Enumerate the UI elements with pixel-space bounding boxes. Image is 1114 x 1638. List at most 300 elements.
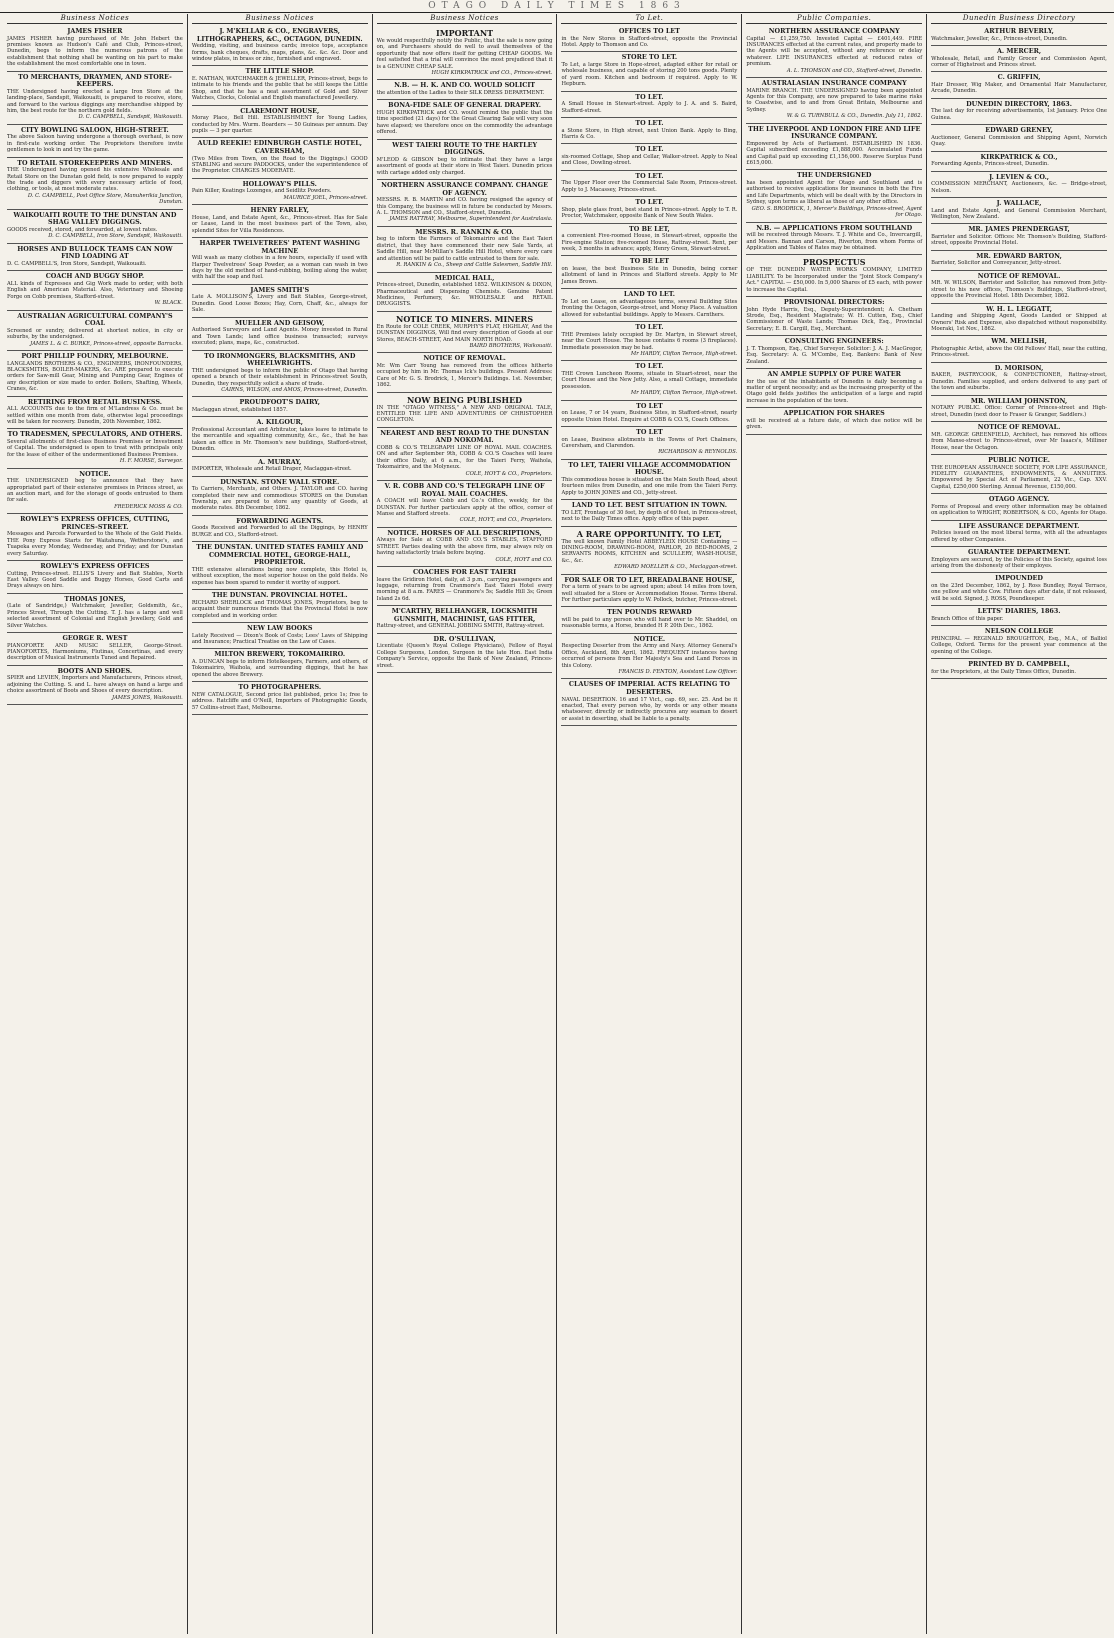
advertisement bbox=[561, 500, 737, 526]
ad-body: D. C. CAMPBELL'S, Iron Store, Sandspit, Waikouaiti. bbox=[7, 260, 147, 267]
ad-body: Employers are secured, by the Policies of this Society, against loss arising from the dishonesty of their employes. bbox=[931, 556, 1107, 569]
advertisement bbox=[7, 244, 183, 272]
advertisement bbox=[7, 514, 183, 561]
advertisement bbox=[192, 649, 368, 682]
ad-body: Princes-street, Dunedin, established 1852. WILKINSON & DIXON, Pharmaceutical and Dispensing Chemists. Genuine Patent Medicines, Perfumery, &c. WHOLESALE and RETAIL DRUGGISTS. bbox=[376, 282, 553, 308]
ad-body: Professional Accountant and Arbitrator, takes leave to intimate to the mercantile and squatting community, &c., &c., that he has taken an office in Mr. Thomson's new buildings, Stafford-street, Dunedin. bbox=[191, 426, 368, 453]
advertisement bbox=[192, 106, 368, 139]
advertisement bbox=[746, 255, 922, 297]
ad-heading: PROUDFOOT'S DAIRY, bbox=[239, 398, 321, 407]
ad-heading: NORTHERN ASSURANCE COMPANY. CHANGE OF AGENCY. bbox=[381, 181, 548, 197]
advertisement bbox=[931, 336, 1107, 362]
advertisement bbox=[377, 227, 553, 273]
ad-body: Moray Place, Bell Hill. ESTABLISHMENT for Young Ladies, conducted by Mrs. Wurm. Boarders — 50 Guineas per annum. Day pupils — 3 per quarter. bbox=[191, 115, 368, 135]
ad-body: on Lease, 7 or 14 years, Business Sites, in Stafford-street, nearly opposite Union Hotel. Enquire at COBB & CO.'S, Coach Offices. bbox=[561, 410, 738, 423]
advertisement bbox=[561, 427, 737, 460]
ad-body: PIANOFORTE AND MUSIC SELLER, George-Street. PIANOFORTES, Harmoniums, Flutinas, Concertinas, and every description of Musical Instruments Tuned and Repaired. bbox=[7, 642, 183, 662]
advertisement bbox=[931, 573, 1107, 606]
ad-body: To Carriers, Merchants, and Others. J. TAYLOR and CO. having completed their new and commodious STORES on the Dunstan Township, are prepared to store any quantity of Goods, at moderate rates. 8th December, 1862. bbox=[191, 486, 368, 512]
ad-heading: BONA-FIDE SALE OF GENERAL DRAPERY. bbox=[388, 101, 541, 110]
ad-heading: THE LIVERPOOL AND LONDON FIRE AND LIFE INSURANCE COMPANY. bbox=[748, 124, 921, 141]
ad-body: Forms of Proposal and every other information may be obtained on application to WRIGHT, ROBERTSON, & CO., Agents for Otago. bbox=[931, 503, 1107, 517]
ad-heading: THE LITTLE SHOP. bbox=[245, 67, 314, 76]
ad-body: Messages and Parcels Forwarded to the Whole of the Gold Fields. THE Pony Express Starts for Waitahuna, Wetherstone's, and Tuapeka every Monday, Wednesday, and Friday; and for Dunstan every Saturday. bbox=[7, 531, 183, 557]
advertisement bbox=[192, 542, 368, 590]
ad-heading: NELSON COLLEGE bbox=[984, 627, 1054, 636]
advertisement bbox=[931, 251, 1107, 271]
advertisement bbox=[561, 171, 737, 197]
ad-heading: ARTHUR BEVERLY, bbox=[984, 27, 1054, 35]
ad-body: A COACH will leave Cobb and Co.'s Office, weekly, for the DUNSTAN. For further particulars apply at the office, corner of Manse and Stafford streets. bbox=[376, 498, 553, 517]
ad-signature: RICHARDSON & REYNOLDS. bbox=[658, 449, 738, 456]
ad-heading: OFFICES TO LET bbox=[618, 27, 680, 35]
ad-signature: FRANCIS D. FENTON, Assistant Law Officer. bbox=[618, 669, 738, 676]
advertisement bbox=[561, 197, 737, 223]
ad-body: NOTARY PUBLIC. Office: Corner of Princes-street and High-street, Dunedin (next door to Fraser & Granger, Saddlers.) bbox=[931, 405, 1107, 418]
ad-heading: A. KILGOUR, bbox=[256, 418, 304, 427]
advertisement bbox=[561, 92, 737, 118]
ad-heading: NOTICE OF REMOVAL. bbox=[977, 423, 1061, 432]
ad-body: THE undersigned begs to inform the public of Otago that having opened a branch of their establishment in Princes-street South, Dunedin, they respectfully solicit a share of trade. bbox=[191, 367, 368, 387]
ad-signature: EDWARD MOELLER & CO., Maclaggan-street. bbox=[614, 564, 738, 571]
news-column bbox=[742, 14, 927, 1634]
ad-signature: JAMES RATTRAY, Melbourne, Superintendent for Australasia. bbox=[389, 216, 553, 223]
ad-body: Barrister and Solicitor. Offices: Mr. Thomson's Building, Stafford-street, opposite Provincial Hotel. bbox=[931, 234, 1107, 247]
ad-heading: HORSES AND BULLOCK TEAMS CAN NOW FIND LOADING AT bbox=[17, 244, 173, 261]
ad-body: To Let, a large Store in Hope-street, adapted either for retail or wholesale business, and capable of storing 200 tons goods. Plenty of yard room. Kitchen and bedroom if required. Apply to W. Hepburn. bbox=[561, 62, 738, 88]
ad-body: Pain Killer, Keatings Lozenges, and Seidlitz Powders. bbox=[191, 188, 332, 195]
ad-heading: LAND TO LET. bbox=[623, 290, 675, 299]
advertisement bbox=[931, 271, 1107, 304]
ad-heading: PORT PHILLIP FOUNDRY, MELBOURNE. bbox=[21, 351, 169, 360]
ad-body: Land and Estate Agent, and General Commission Merchant, Wellington, New Zealand. bbox=[931, 207, 1107, 221]
advertisement bbox=[7, 210, 183, 244]
ad-heading: GEORGE R. WEST bbox=[62, 634, 128, 643]
ad-heading: BOOTS AND SHOES. bbox=[57, 666, 133, 675]
advertisement bbox=[192, 26, 368, 66]
ad-body: Capital — £1,259,750. Invested Capital — £401,449. FIRE INSURANCES effected at the current rates, and property made to the Agents will be accepted, without any reference or delay whatever. LIFE INSURANCES effected at reduced rates of premium. bbox=[746, 35, 923, 68]
ad-body: THE UNDERSIGNED beg to announce that they have appropriated part of their extensive premises in Princes street, as an auction mart, and for the storage of goods entrusted to them for sale. bbox=[7, 478, 183, 504]
ad-heading: FORWARDING AGENTS. bbox=[236, 516, 324, 525]
ad-body: To Let on Lease, on advantageous terms, several Building Sites fronting the Octagon, George-street, and Moray Place. A valuation allowed for substantial buildings. Apply to Messrs. Carnthers. bbox=[561, 298, 738, 318]
ad-signature: COLE, HOYT & CO., Proprietors. bbox=[465, 470, 553, 477]
ad-signature: D. C. CAMPBELL, Post Office Store, Manuherikia Junction, Dunstan. bbox=[27, 192, 183, 206]
advertisement bbox=[931, 521, 1107, 547]
ad-heading: TO LET. bbox=[635, 119, 664, 128]
ad-signature: D. C. CAMPBELL, Sandspit, Waikouaiti. bbox=[78, 114, 183, 121]
ad-heading: NOTICE. HORSES OF ALL DESCRIPTIONS, bbox=[387, 528, 542, 537]
column-header: Dunedin Business Directory bbox=[931, 14, 1107, 24]
advertisement bbox=[7, 469, 183, 515]
advertisement bbox=[561, 144, 737, 170]
ad-heading: APPLICATION FOR SHARES bbox=[783, 409, 885, 418]
ad-heading: WEST TAIERI ROUTE TO THE HARTLEY DIGGINGS. bbox=[392, 140, 538, 157]
ad-signature: JAMES L. & C. BURKE, Princes-street, opposite Barracks. bbox=[30, 340, 183, 347]
advertisement bbox=[561, 401, 737, 427]
advertisement bbox=[561, 361, 737, 400]
ad-body: House, Land, and Estate Agent, &c., Princes-street. Has for Sale or Lease, Land in the most business part of the Town, also, splendid Sites for Villa Residences. bbox=[191, 214, 368, 234]
ad-heading: WM. MELLISH, bbox=[991, 337, 1047, 346]
ad-body: LANGLANDS BROTHERS & CO., ENGINEERS, IRONFOUNDERS, BLACKSMITHS, BOILER-MAKERS, &c. ARE prepared to execute orders for Saw-mill Gear, Mining and Pumping Gear, Engines of any description or size made to order. Boilers, Shafting, Wheels, Cranes, &c. bbox=[7, 360, 183, 393]
ad-heading: N.B. — H. K. AND CO. WOULD SOLICIT bbox=[394, 81, 536, 90]
ad-body: THE extensive alterations being now complete, this Hotel is, without exception, the most superior house on the gold fields. No expense has been spared to render it worthy of support. bbox=[191, 566, 368, 586]
advertisement bbox=[561, 256, 737, 289]
advertisement bbox=[377, 100, 553, 139]
ad-heading: THOMAS JONES, bbox=[64, 594, 126, 603]
ad-heading: NOTICE. bbox=[79, 469, 111, 478]
advertisement bbox=[931, 72, 1107, 98]
ad-signature: H. F. MORSE, Surveyor. bbox=[119, 458, 183, 465]
advertisement bbox=[192, 397, 368, 417]
ad-heading: AUSTRALIAN AGRICULTURAL COMPANY'S COAL bbox=[17, 311, 173, 328]
ad-heading: STORE TO LET. bbox=[621, 53, 678, 62]
ad-heading: PROVISIONAL DIRECTORS: bbox=[783, 297, 885, 306]
ad-body: Policies issued on the most liberal terms, with all the advantages offered by other Companies. bbox=[931, 530, 1107, 543]
advertisement bbox=[931, 659, 1107, 679]
advertisement bbox=[192, 351, 368, 398]
ad-body: a Stone Store, in High street, next Union Bank. Apply to Bing, Harris & Co. bbox=[561, 127, 738, 141]
advertisement bbox=[7, 397, 183, 430]
ad-body: beg to inform the Farmers of Tokomairiro and the East Taieri district, that they have commenced their new Sale Yards, at Saddle Hill, near McMillan's Saddle Hill Hotel, where every care and attention will be paid to cattle entrusted to them for sale. bbox=[376, 236, 553, 262]
ad-heading: CLAUSES OF IMPERIAL ACTS RELATING TO DESERTERS. bbox=[568, 680, 730, 697]
advertisement bbox=[931, 26, 1107, 46]
ad-body: The Upper Floor over the Commercial Sale Room, Princes-street. Apply to J. Macassey, Princes-street. bbox=[561, 180, 738, 193]
news-column bbox=[3, 14, 188, 1634]
ad-heading: J. WALLACE, bbox=[996, 199, 1042, 208]
ad-body: John Hyde Harris, Esq., Deputy-Superintendent; A. Chetham Strode, Esq., Resident Magistrate; W. H. Cutten, Esq., Chief Commissioner of Waste Lands; Thomas Dick, Esq., Provincial Secretary; E. B. Cargill, Esq., Merchant. bbox=[746, 306, 923, 332]
ad-heading: CLAREMONT HOUSE, bbox=[240, 106, 320, 115]
advertisement bbox=[746, 124, 922, 171]
advertisement bbox=[377, 273, 553, 312]
advertisement bbox=[561, 460, 737, 500]
ad-heading: PRINTED BY D. CAMPBELL, bbox=[968, 659, 1070, 668]
ad-body: THE Premises lately occupied by Dr. Martyn, in Stewart street, near the Court House. The house contains 6 rooms (3 fireplaces). Immediate possession may be had. bbox=[561, 331, 738, 351]
ad-heading: TO TRADESMEN, SPECULATORS, AND OTHERS. bbox=[7, 430, 183, 439]
ad-heading: LAND TO LET. BEST SITUATION IN TOWN. bbox=[571, 501, 727, 510]
ad-heading: NEW LAW BOOKS bbox=[247, 623, 313, 632]
ad-signature: HUGH KIRKPATRICK and CO., Princes-street. bbox=[431, 70, 553, 77]
ad-heading: EDWARD GRENEY, bbox=[985, 126, 1053, 135]
ad-body: Hair Dresser, Wig Maker, and Ornamental Hair Manufacturer, Arcade, Dunedin. bbox=[931, 82, 1107, 95]
advertisement bbox=[192, 516, 368, 542]
ad-heading: AN AMPLE SUPPLY OF PURE WATER bbox=[767, 369, 901, 378]
ad-body: Watchmaker, Jeweller, &c., Princes-street, Dunedin. bbox=[931, 35, 1068, 42]
ad-heading: TO PHOTOGRAPHERS. bbox=[238, 683, 322, 692]
advertisement bbox=[7, 561, 183, 594]
ad-body: COBB & CO.'S TELEGRAPH LINE OF ROYAL MAIL COACHES. ON and after September 9th, COBB & CO.'S Coaches will leave their office Daily, at 6 a.m., for the Taieri Ferry, Waihola, Tokomairiro, and the Molyneux. bbox=[376, 444, 553, 471]
advertisement bbox=[7, 594, 183, 633]
ad-heading: NOTICE. bbox=[633, 634, 666, 643]
ad-body: Always for Sale at COBB AND CO.'S STABLES, STAFFORD STREET. Parties dealing with the above firm, may always rely on having satisfactorily trials before buying. bbox=[376, 537, 553, 557]
ad-heading: PROSPECTUS bbox=[802, 257, 866, 268]
ad-body: HUGH KIRKPATRICK and CO. would remind the public that the time specified (21 days) for the Great Clearing Sale will very soon have elapsed; we therefore once on the commodity the advantage offered. bbox=[376, 110, 553, 136]
ad-heading: MEDICAL HALL, bbox=[434, 273, 495, 282]
ad-heading: PUBLIC NOTICE. bbox=[988, 455, 1051, 464]
column-header: Public Companies. bbox=[746, 14, 922, 24]
advertisement bbox=[377, 567, 553, 606]
advertisement bbox=[377, 312, 553, 354]
ad-heading: LIFE ASSURANCE DEPARTMENT. bbox=[958, 521, 1080, 530]
ad-heading: D. MORISON, bbox=[994, 363, 1044, 372]
advertisement bbox=[746, 223, 922, 256]
column-header: To Let. bbox=[561, 14, 737, 24]
advertisement bbox=[192, 66, 368, 105]
ad-body: The well known Family Hotel ABBEYLEIX HOUSE Containing — DINING-ROOM, DRAWING-ROOM, PARLOR, 20 BED-ROOMS, 2 SERVANTS ROOMS, KITCHEN and SCULLERY, WASH-HOUSE, &c., &c. bbox=[561, 538, 738, 564]
advertisement bbox=[931, 152, 1107, 172]
ad-body: Wholesale, Retail, and Family Grocer and Commission Agent, corner of Highstreet and Princes street. bbox=[931, 55, 1107, 68]
ad-heading: NOTICE OF REMOVAL. bbox=[977, 271, 1061, 280]
columns bbox=[3, 14, 1111, 1634]
ad-heading: HENRY FARLEY, bbox=[250, 206, 309, 215]
ad-body: The last day for receiving advertisements, 1st January. Price One Guinea. bbox=[931, 108, 1107, 121]
ad-body: Branch Office of this paper. bbox=[931, 615, 1004, 622]
news-column bbox=[188, 14, 373, 1634]
advertisement bbox=[561, 322, 737, 361]
ad-signature: A. L. THOMSON and CO., Stafford-street, Dunedin. bbox=[786, 67, 923, 74]
ad-body: GOODS received, stored, and forwarded, at lowest rates. bbox=[7, 226, 158, 233]
ad-signature: Mr HARDY, Clifton Terrace, High-street. bbox=[630, 390, 738, 397]
ad-heading: TEN POUNDS REWARD bbox=[607, 608, 692, 617]
advertisement bbox=[931, 125, 1107, 151]
ad-heading: THE DUNSTAN. PROVINCIAL HOTEL. bbox=[211, 591, 348, 600]
advertisement bbox=[7, 633, 183, 666]
ad-heading: FOR SALE OR TO LET, BREADALBANE HOUSE, bbox=[564, 575, 735, 584]
ad-heading: MR. JAMES PRENDERGAST, bbox=[968, 225, 1070, 234]
advertisement bbox=[561, 118, 737, 144]
ad-body: Empowered by Acts of Parliament. ESTABLISHED IN 1836. Capital subscribed exceeding £1,888,000. Accumulated Funds and Capital paid up exceeding £1,156,000. Reserve Surplus Fund £615,000. bbox=[746, 140, 923, 167]
ad-heading: MUELLER AND GEISOW, bbox=[235, 318, 325, 327]
ad-heading: TO IRONMONGERS, BLACKSMITHS, AND WHEELWRIGHTS. bbox=[204, 351, 356, 368]
ad-heading: TO LET bbox=[636, 401, 663, 410]
ad-heading: TO LET. bbox=[635, 92, 664, 101]
ad-body: This commodious house is situated on the Main South Road, about fourteen miles from Dunedin, and one mile from the Taieri Ferry. Apply to JOHN JONES and CO., Jetty-street. bbox=[561, 476, 738, 496]
ad-heading: AUSTRALASIAN INSURANCE COMPANY bbox=[761, 79, 907, 88]
ad-body: ALL kinds of Expresses and Gig Work made to order, with both English and American Material. Also, Veterinary and Shoeing Forge on Cobb premises, Stafford-street. bbox=[7, 280, 183, 300]
ad-body: Several allotments of first-class Business Premises or Investment of Capital. The undersigned is open to treat with principals only for the lease of either of the undermentioned Business Premises. bbox=[7, 438, 183, 458]
ad-body: JAMES FISHER having purchased of Mr. John Hebert the premises known as Hudson's Café and Club, Princes-street, Dunedin, begs to inform the numerous patrons of the establishment that nothing shall be wanting on his part to make the establishment the most comfortable one in town. bbox=[7, 35, 183, 68]
ad-body: Maclaggan street, established 1857. bbox=[191, 406, 288, 413]
advertisement bbox=[561, 52, 737, 91]
ad-body: COMMISSION MERCHANT, Auctioneers, &c. — Bridge-street, Nelson. bbox=[931, 181, 1107, 194]
advertisement bbox=[746, 26, 922, 78]
advertisement bbox=[377, 180, 553, 227]
advertisement bbox=[561, 527, 737, 575]
ad-body: PRINCIPAL — REGINALD BROUGHTON, Esq., M.A., of Balliol College, Oxford. Terms for the present year commence at the opening of the College. bbox=[931, 635, 1107, 655]
ad-body: leave the Gridiron Hotel, daily, at 3 p.m., carrying passengers and luggage, returning from Cranmore's East Taieri Hotel every morning at 8 a.m. FARES — Cranmore's 5s; Saddle Hill 3s; Green Island 2s 6d. bbox=[376, 576, 553, 602]
advertisement bbox=[377, 606, 553, 634]
advertisement bbox=[561, 607, 737, 633]
ad-signature: COLE, HOYT and CO. bbox=[495, 556, 553, 563]
advertisement bbox=[192, 417, 368, 456]
ad-body: Cutting, Princes-street. ELLIS'S Livery and Bait Stables, North East Valley. Good Saddle and Buggy Horses, Good Carts and Drays always on hire. bbox=[7, 570, 183, 590]
advertisement bbox=[561, 26, 737, 52]
advertisement bbox=[377, 140, 553, 180]
column-header: Business Notices bbox=[377, 14, 553, 24]
advertisement bbox=[931, 224, 1107, 250]
ad-heading: OTAGO AGENCY. bbox=[988, 495, 1050, 504]
ad-heading: ROWLEY'S EXPRESS OFFICES, CUTTING, PRINCES-STREET. bbox=[20, 515, 170, 531]
advertisement bbox=[377, 80, 553, 100]
ad-heading: ROWLEY'S EXPRESS OFFICES bbox=[40, 562, 150, 570]
ad-heading: RETIRING FROM RETAIL BUSINESS. bbox=[27, 397, 162, 406]
advertisement bbox=[931, 455, 1107, 494]
advertisement bbox=[931, 422, 1107, 455]
ad-body: Screened or sundry, delivered at shortest notice, in city or suburbs, by the undersigned. bbox=[7, 327, 183, 341]
ad-heading: LETTS' DIARIES, 1863. bbox=[977, 607, 1061, 616]
ad-body: J. T. Thompson, Esq., Chief Surveyor. Solicitor: J. A. J. MacGregor, Esq. Secretary: A. G. M'Combe, Esq. Bankers: Bank of New Zealand. bbox=[746, 345, 923, 365]
advertisement bbox=[931, 304, 1107, 337]
ad-signature: W. & G. TURNBULL & CO., Dunedin. July 11, 1862. bbox=[786, 113, 923, 120]
ad-signature: JAMES JONES, Waikouaiti. bbox=[111, 694, 183, 701]
ad-body: on the 23rd December, 1862, by J. Ross Bundley, Royal Terrace, one yellow and white Cow. Fifteen days after date, if not released, will be sold. Signed, J. ROSS, Poundkeeper. bbox=[931, 582, 1107, 602]
ad-heading: COACHES FOR EAST TAIERI bbox=[413, 568, 517, 577]
ad-body: Respecting Deserter from the Army and Navy. Attorney General's Office, Auckland, 8th April, 1862. FREQUENT instances having occurred of persons from Her Majesty's Sea and Land Forces in this Colony. bbox=[561, 643, 738, 669]
column-header: Business Notices bbox=[192, 14, 368, 24]
ad-heading: TO LET. bbox=[635, 323, 664, 332]
ad-heading: TO BE LET bbox=[629, 257, 669, 266]
advertisement bbox=[377, 428, 553, 481]
ad-heading: DR. O'SULLIVAN, bbox=[433, 634, 496, 643]
advertisement bbox=[931, 46, 1107, 72]
column-header: Business Notices bbox=[7, 14, 183, 24]
ad-heading: GUARANTEE DEPARTMENT. bbox=[967, 547, 1071, 556]
ad-body: has been appointed Agent for Otago and Southland and is authorised to receive applications for insurance in both the Fire and Life Departments, which will be dealt with by the Directors in Sydney, upon terms as liberal as those of any other office. bbox=[746, 180, 923, 206]
ad-heading: AULD REEKIE! EDINBURGH CASTLE HOTEL, CAVERSHAM, bbox=[197, 139, 362, 156]
advertisement bbox=[192, 590, 368, 623]
ad-body: SPIER and LEVIEN, Importers and Manufacturers, Princes street, adjoining the Cutting. S. and L. have always on hand a large and choice assortment of Boots and Shoes of every description. bbox=[7, 675, 183, 695]
ad-body: (Late of Sandridge,) Watchmaker, Jeweller, Goldsmith, &c., Princes Street, Through the Cutting. T. J. has a large and well selected assortment of Colonial and English Jewellery, Gold and Silver Watches. bbox=[7, 603, 183, 629]
advertisement bbox=[192, 318, 368, 351]
ad-signature: Mr HARDY, Clifton Terrace, High-street. bbox=[630, 350, 738, 357]
ad-heading: THE DUNSTAN. UNITED STATES FAMILY AND COMMERCIAL HOTEL, GEORGE-HALL, PROPRIETOR. bbox=[196, 543, 364, 567]
ad-body: For a term of years to be agreed upon; about 14 miles from town, well situated for a Store or Accommodation House. Terms liberal. For further particulars apply to W. Pollock, butcher, Princes-street. bbox=[561, 584, 738, 603]
ad-heading: A. MURRAY, bbox=[258, 457, 302, 466]
ad-heading: NOTICE TO MINERS. MINERS bbox=[396, 313, 534, 324]
advertisement bbox=[746, 369, 922, 408]
ad-heading: DUNEDIN DIRECTORY, 1863. bbox=[966, 99, 1072, 108]
advertisement bbox=[931, 606, 1107, 626]
masthead: OTAGO DAILY TIMES 1863 bbox=[0, 0, 1114, 13]
ad-body: Barrister, Solicitor and Conveyancer, Jetty-street. bbox=[931, 260, 1062, 267]
ad-body: E. NATHAN, WATCHMAKER & JEWELLER, Princes-street, begs to intimate to his friends and the public that he still keeps the Little Shop, and that he has a neat assortment of Gold and Silver Watches, Clocks, Colonial and English manufactured Jewellery. bbox=[191, 76, 368, 102]
ad-body: THE Undersigned having erected a large Iron Store at the landing-place, Sandspit, Waikouaiti, is prepared to receive, store, and forward to the various diggings any merchandise shipped by him, the best route for the northern gold fields. bbox=[7, 88, 183, 115]
advertisement bbox=[561, 634, 737, 680]
advertisement bbox=[931, 626, 1107, 659]
ad-heading: N.B. — APPLICATIONS FROM SOUTHLAND bbox=[756, 223, 913, 232]
ad-heading: J. M'KELLAR & CO., ENGRAVERS, LITHOGRAPHERS, &C., OCTAGON, DUNEDIN. bbox=[196, 27, 363, 43]
advertisement bbox=[192, 138, 368, 178]
ad-body: THE Undersigned having opened his extensive Wholesale and Retail Store on the Dunstan gold field, is now prepared to supply the trade and diggers with every necessary article of food, clothing, or tools, at most moderate rates. bbox=[7, 167, 183, 193]
ad-heading: MILTON BREWERY, TOKOMAIRIRO. bbox=[214, 650, 346, 659]
ad-body: MR. W. WILSON, Barrister and Solicitor, has removed from Jetty-street to his new offices, Thomson's Buildings, Stafford-street, opposite the Provincial Hotel. 18th December, 1862. bbox=[931, 280, 1107, 300]
ad-heading: A. MERCER, bbox=[996, 47, 1042, 55]
advertisement bbox=[931, 172, 1107, 198]
ad-heading: MR. EDWARD BARTON, bbox=[976, 251, 1062, 260]
advertisement bbox=[377, 528, 553, 567]
advertisement bbox=[192, 477, 368, 516]
ad-body: MESSRS. R. B. MARTIN and CO. having resigned the agency of this Company, the business will in future be conducted by Messrs. A. L. THOMSON and CO., Stafford-street, Dunedin. bbox=[376, 197, 553, 217]
ad-body: the attention of the Ladies to their SILK DRESS DEPARTMENT. bbox=[376, 90, 545, 97]
ad-heading: KIRKPATRICK & CO., bbox=[980, 152, 1058, 161]
ad-signature: COLE, HOYT, and CO., Proprietors. bbox=[459, 517, 553, 524]
ad-signature: FREDERICK MOSS & CO. bbox=[114, 503, 183, 510]
ad-body: will be paid to any person who will hand over to Mr. Shaddel, on reasonable terms, a Horse, branded H P. 20th Dec., 1862. bbox=[561, 617, 738, 630]
ad-heading: W. H. L. LEGGATT, bbox=[986, 304, 1052, 313]
ad-heading: TO RETAIL STOREKEEPERS AND MINERS. bbox=[17, 158, 173, 167]
ad-body: Late A. MOLLISON'S, Livery and Bait Stables, George-street, Dunedin. Good Loose Boxes; Hay, Corn, Chaff, &c., always for Sale. bbox=[191, 294, 368, 314]
ad-heading: C. GRIFFIN, bbox=[997, 73, 1041, 82]
ad-body: A. DUNCAN begs to inform Hotelkeepers, Farmers, and others, of Tokomairiro, Waihola, and surrounding diggings, that he has opened the above Brewery. bbox=[191, 658, 368, 678]
ad-body: BAKER, PASTRYCOOK, & CONFECTIONER, Rattray-street, Dunedin. Families supplied, and orders delivered to any part of the town and suburbs. bbox=[931, 372, 1107, 392]
ad-signature: W. BLACK. bbox=[154, 300, 183, 307]
ad-heading: NORTHERN ASSURANCE COMPANY bbox=[768, 27, 900, 35]
advertisement bbox=[561, 575, 737, 608]
news-column bbox=[373, 14, 558, 1634]
ad-heading: HARPER TWELVETREES' PATENT WASHING MACHINE bbox=[199, 239, 361, 255]
advertisement bbox=[7, 72, 183, 125]
ad-signature: CAIRNS, WILSON, and AMOS, Princes-street, Dunedin. bbox=[221, 386, 368, 393]
ad-heading: NOTICE OF REMOVAL. bbox=[423, 354, 506, 363]
advertisement bbox=[192, 205, 368, 238]
advertisement bbox=[377, 26, 553, 80]
advertisement bbox=[7, 666, 183, 705]
ad-heading: IMPOUNDED bbox=[995, 574, 1043, 583]
ad-body: Licentiate (Queen's Royal College Physicians), Fellow of Royal College Surgeons, London, Surgeon in the late Hon. East India Company's Service, opposite the Bank of New Zealand, Princes-street. bbox=[376, 643, 553, 669]
ad-signature: BAIRD BROTHERS, Waikouaiti. bbox=[469, 342, 553, 349]
ad-body: Forwarding Agents, Princes-street, Dunedin. bbox=[931, 161, 1049, 168]
ad-heading: CITY BOWLING SALOON, HIGH-STREET. bbox=[21, 125, 169, 134]
ad-heading: MESSRS. R. RANKIN & CO. bbox=[415, 227, 514, 236]
ad-heading: TO BE LET, bbox=[629, 224, 670, 233]
ad-heading: J. LEVIEN & CO., bbox=[989, 172, 1050, 181]
ad-body: for the Proprietors, at the Daily Times Office, Dunedin. bbox=[931, 668, 1077, 675]
advertisement bbox=[931, 547, 1107, 573]
ad-body: Auctioneer, General Commission and Shipping Agent, Norwich Quay. bbox=[931, 134, 1107, 148]
ad-body: The above Saloon having undergone a thorough overhaul, is now in first-rate working order. The Proprietors therefore invite gentlemen to look in and try the game. bbox=[7, 134, 183, 154]
ad-body: En Route for COLE CREEK, MURPHY'S FLAT, HIGHLAY, And the DUNSTAN DIGGINGS, Will find every description of Goods at our Stores, BEACH-STREET, And MAIN NORTH ROAD. bbox=[376, 323, 553, 343]
ad-body: A Small House in Stewart-street. Apply to J. A. and S. Baird, Stafford-street. bbox=[561, 101, 738, 114]
ad-body: will be received through Messrs. T. J. White and Co., Invercargill, and Messrs. Bannan and Carson, Riverton, from whom Forms of Application and Tables of Rates may be obtained. bbox=[746, 232, 923, 251]
advertisement bbox=[377, 634, 553, 673]
ad-body: IMPORTER, Wholesale and Retail Draper, Maclaggan-street. bbox=[191, 466, 352, 473]
advertisement bbox=[746, 408, 922, 434]
ad-body: Lately Received — Dixon's Book of Costs; Lees' Laws of Shipping and Insurance; Practical Treatise on the Law of Cases. bbox=[191, 632, 368, 645]
ad-heading: HOLLOWAY'S PILLS. bbox=[242, 179, 317, 188]
ad-body: M'LEOD & GIBSON beg to intimate that they have a large assortment of goods at their store in West Taieri. Dunedin prices with cartage added only charged. bbox=[376, 156, 553, 176]
ad-heading: THE UNDERSIGNED bbox=[797, 171, 872, 180]
ad-heading: TO LET. bbox=[635, 198, 664, 207]
advertisement bbox=[931, 396, 1107, 422]
news-column bbox=[557, 14, 742, 1634]
advertisement bbox=[377, 481, 553, 528]
advertisement bbox=[561, 289, 737, 322]
ad-heading: M'CARTHY, BELLHANGER, LOCKSMITH GUNSMITH, MACHINIST, GAS FITTER, bbox=[391, 607, 538, 623]
ad-heading: TO LET. bbox=[635, 171, 664, 180]
ad-body: RICHARD SHERLOCK and THOMAS JONES, Proprietors, beg to acquaint their numerous friends that the Provincial Hotel is now completed and in working order. bbox=[191, 599, 368, 619]
advertisement bbox=[561, 224, 737, 257]
ad-heading: TO LET, TAIERI VILLAGE ACCOMMODATION HOUSE. bbox=[568, 460, 731, 477]
ad-heading: A RARE OPPORTUNITY. TO LET, bbox=[576, 528, 723, 539]
advertisement bbox=[7, 271, 183, 310]
ad-heading: JAMES FISHER bbox=[67, 27, 123, 35]
ad-heading: V. R. COBB AND CO.'S TELEGRAPH LINE OF ROYAL MAIL COACHES. bbox=[384, 482, 545, 498]
advertisement bbox=[7, 125, 183, 158]
advertisement bbox=[192, 179, 368, 205]
ad-body: THE EUROPEAN ASSURANCE SOCIETY, FOR LIFE ASSURANCE, FIDELITY GUARANTEES, ENDOWMENTS, & ANNUITIES. Empowered by Special Act of Parliament, 22 Vic., Cap. XXV. Capital, £250,000 Sterling. Annual Revenue, £150,000. bbox=[931, 464, 1107, 490]
advertisement bbox=[7, 311, 183, 351]
advertisement bbox=[192, 285, 368, 318]
ad-heading: JAMES SMITH'S bbox=[250, 285, 310, 294]
